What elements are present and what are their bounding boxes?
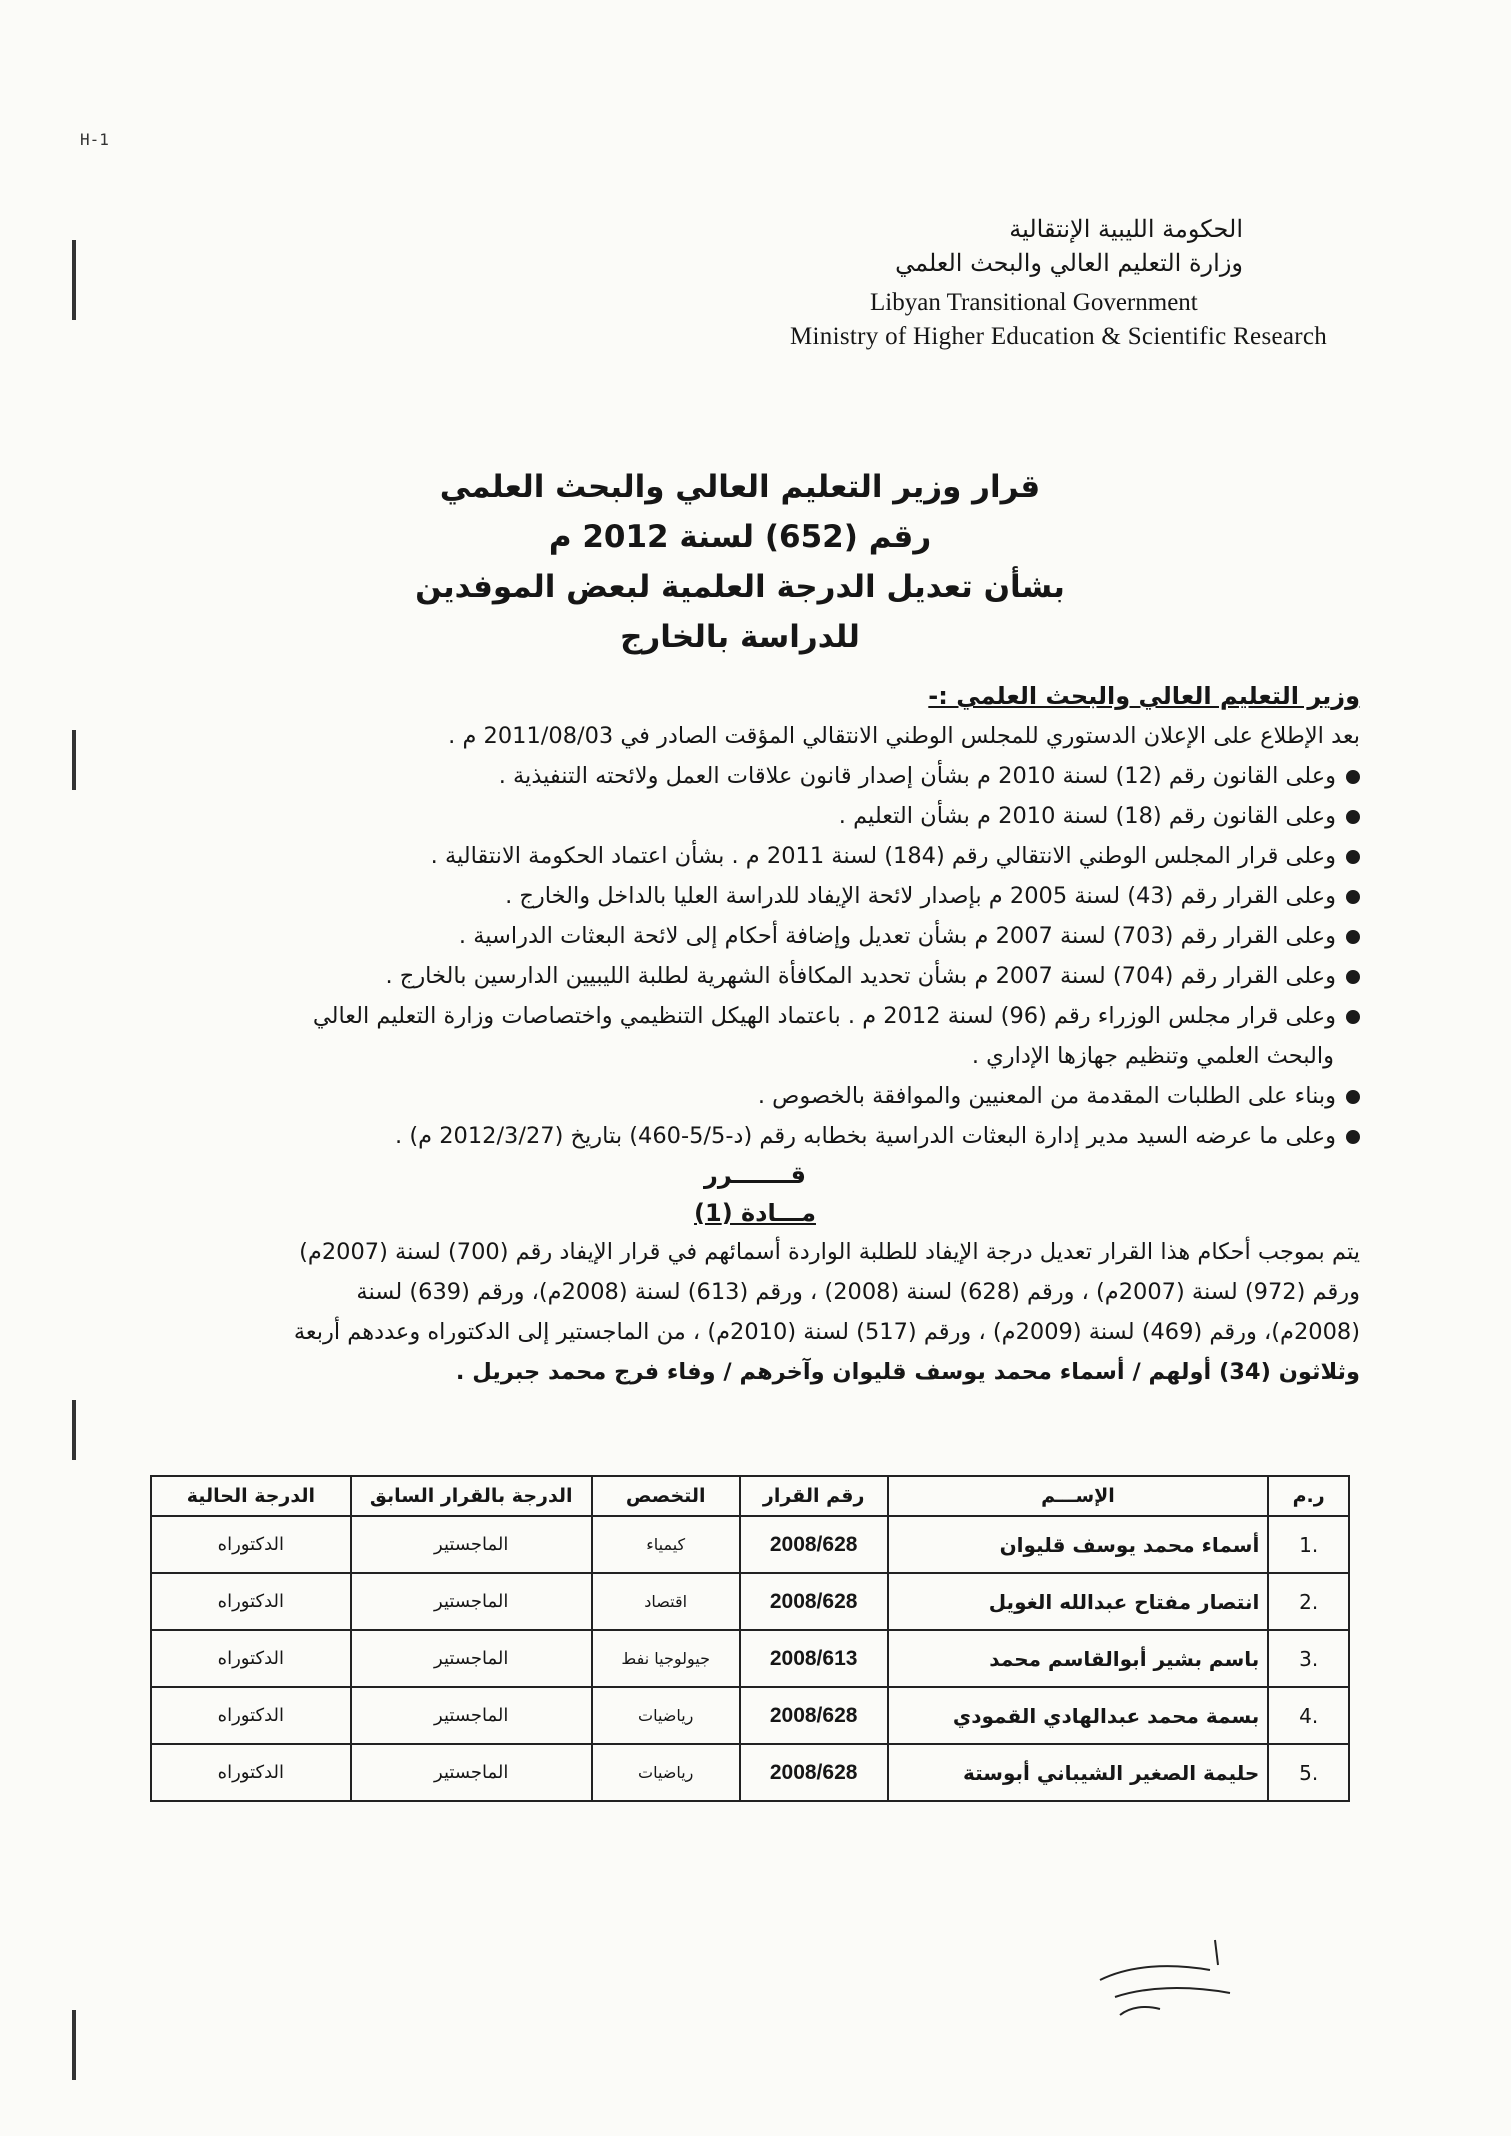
binder-mark: [72, 240, 76, 320]
table-row: .1 أسماء محمد يوسف قليوان 2008/628 كيمياء الماجستير الدكتوراه: [151, 1516, 1349, 1573]
binder-mark: [72, 1400, 76, 1460]
corner-mark: H-1: [80, 130, 109, 149]
table-header-row: [151, 1476, 1349, 1516]
recital-item: وعلى قرار المجلس الوطني الانتقالي رقم (184) لسنة 2011 م . بشأن اعتماد الحكومة الانتقالية .: [150, 836, 1360, 876]
recital-item: وعلى ما عرضه السيد مدير إدارة البعثات الدراسية بخطابه رقم (د-5/5-460) بتاريخ (2012/3/27 م) .: [150, 1116, 1360, 1156]
bullet-icon: [1346, 1090, 1360, 1104]
title-line-1: قرار وزير التعليم العالي والبحث العلمي: [439, 469, 1041, 505]
students-table: [150, 1475, 1350, 1802]
table-row: .5 حليمة الصغير الشيباني أبوستة 2008/628 رياضيات الماجستير الدكتوراه: [151, 1744, 1349, 1801]
table-row: .2 انتصار مفتاح عبدالله الغويل 2008/628 اقتصاد الماجستير الدكتوراه: [151, 1573, 1349, 1630]
bullet-icon: [1346, 890, 1360, 904]
bullet-icon: [1346, 930, 1360, 944]
decision-word: قـــــــرر: [704, 1161, 806, 1189]
letterhead-arabic: [895, 212, 1243, 280]
recital-continuation: والبحث العلمي وتنظيم جهازها الإداري .: [971, 1043, 1334, 1069]
recital-item: وعلى القرار رقم (704) لسنة 2007 م بشأن تحديد المكافأة الشهرية لطلبة الليبيين الدارسين بالخارج .: [150, 956, 1360, 996]
col-decision: رقم القرار: [740, 1476, 888, 1516]
article-line: (2008م)، ورقم (469) لسنة (2009م) ، ورقم (517) لسنة (2010م) ، من الماجستير إلى الدكتوراه وعددهم أربعة: [293, 1319, 1360, 1345]
preamble-line: بعد الإطلاع على الإعلان الدستوري للمجلس الوطني الانتقالي المؤقت الصادر في 2011/08/03 م .: [448, 723, 1360, 749]
recital-item: وعلى القرار رقم (703) لسنة 2007 م بشأن تعديل وإضافة أحكام إلى لائحة البعثات الدراسية .: [150, 916, 1360, 956]
ministry-name-en: Ministry of Higher Education & Scientific Research: [790, 323, 1328, 350]
bullet-icon: [1346, 850, 1360, 864]
table-row: .4 بسمة محمد عبدالهادي القمودي 2008/628 رياضيات الماجستير الدكتوراه: [151, 1687, 1349, 1744]
recital-item: وعلى القرار رقم (43) لسنة 2005 م بإصدار لائحة الإيفاد للدراسة العليا بالداخل والخارج .: [150, 876, 1360, 916]
col-name: الإســـم: [888, 1476, 1269, 1516]
recital-item: وعلى القانون رقم (12) لسنة 2010 م بشأن إصدار قانون علاقات العمل ولائحته التنفيذية .: [150, 756, 1360, 796]
recital-item: وعلى القانون رقم (18) لسنة 2010 م بشأن التعليم .: [150, 796, 1360, 836]
recital-item: وبناء على الطلبات المقدمة من المعنيين والموافقة بالخصوص .: [150, 1076, 1360, 1116]
bullet-icon: [1346, 770, 1360, 784]
title-line-2: رقم (652) لسنة 2012 م: [548, 519, 932, 555]
article-line: يتم بموجب أحكام هذا القرار تعديل درجة الإيفاد للطلبة الواردة أسمائهم في قرار الإيفاد رقم (700) لسنة (2007م): [299, 1239, 1360, 1265]
col-previous-degree: الدرجة بالقرار السابق: [351, 1476, 592, 1516]
binder-mark: [72, 730, 76, 790]
col-specialty: التخصص: [592, 1476, 740, 1516]
decree-body: [150, 676, 1360, 1392]
article-line: وثلاثون (34) أولهم / أسماء محمد يوسف قليوان وآخرهم / وفاء فرج محمد جبريل .: [455, 1359, 1360, 1385]
col-current-degree: الدرجة الحالية: [151, 1476, 351, 1516]
binder-mark: [72, 2010, 76, 2080]
gov-name-ar: الحكومة الليبية الإنتقالية: [1009, 215, 1243, 243]
table-row: .3 باسم بشير أبوالقاسم محمد 2008/613 جيولوجيا نفط الماجستير الدكتوراه: [151, 1630, 1349, 1687]
signature: [1090, 1935, 1250, 2045]
gov-name-en: Libyan Transitional Government: [870, 289, 1198, 316]
col-number: ر.م: [1268, 1476, 1349, 1516]
bullet-icon: [1346, 970, 1360, 984]
bullet-icon: [1346, 1130, 1360, 1144]
title-line-3: بشأن تعديل الدرجة العلمية لبعض الموفدين للدراسة بالخارج: [415, 569, 1065, 655]
bullet-icon: [1346, 810, 1360, 824]
letterhead-english: [790, 286, 1327, 354]
bullet-icon: [1346, 1010, 1360, 1024]
article-line: ورقم (972) لسنة (2007م) ، ورقم (628) لسنة (2008) ، ورقم (613) لسنة (2008م)، ورقم (639) لسنة: [356, 1279, 1360, 1305]
article-heading: مـــادة (1): [694, 1199, 816, 1227]
ministry-name-ar: وزارة التعليم العالي والبحث العلمي: [895, 249, 1243, 277]
decree-title: [360, 462, 1120, 662]
recital-item: وعلى قرار مجلس الوزراء رقم (96) لسنة 2012 م . باعتماد الهيكل التنظيمي واختصاصات وزارة التعليم العالي: [150, 996, 1360, 1036]
preamble-heading: وزير التعليم العالي والبحث العلمي :-: [928, 682, 1360, 710]
